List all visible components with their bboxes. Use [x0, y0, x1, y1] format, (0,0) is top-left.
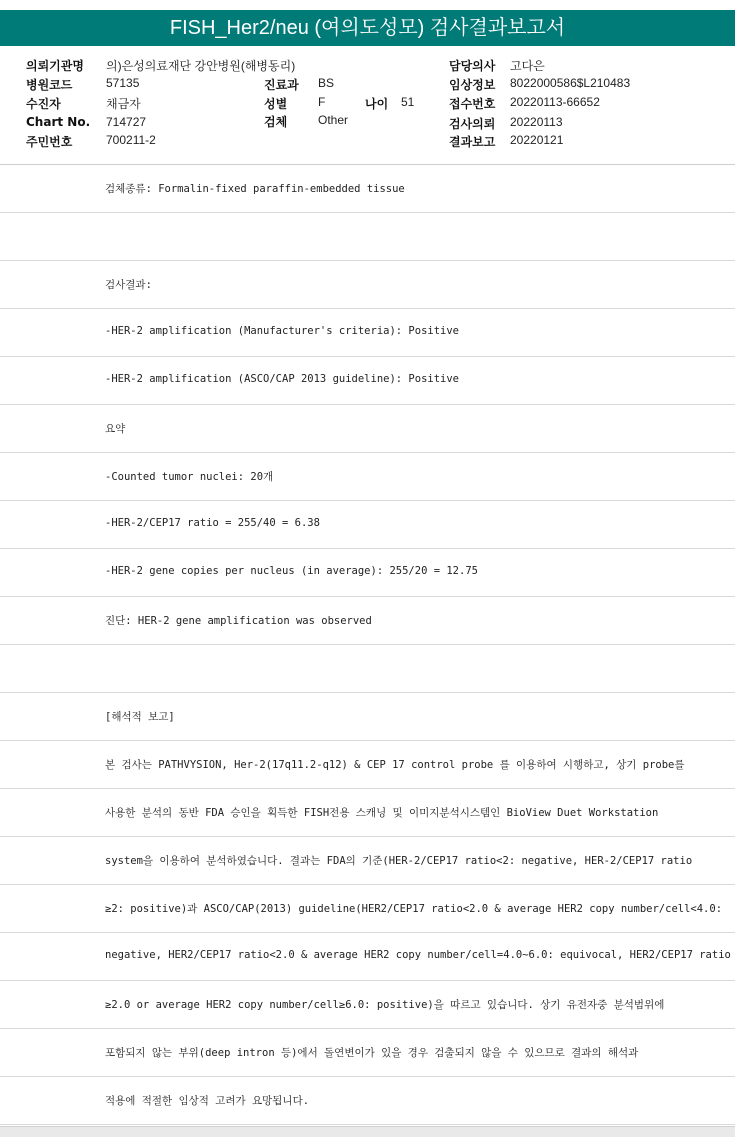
result-report-label: 결과보고 [449, 135, 496, 149]
sex-label: 성별 [264, 97, 288, 111]
receipt-label: 접수번호 [449, 97, 496, 111]
requester-value: 의)은성의료재단 강안병원(해병동리) [106, 59, 296, 73]
clinical-label: 임상정보 [449, 78, 496, 92]
result-line-text: ≥2.0 or average HER2 copy number/cell≥6.0: positive)을 따르고 있습니다. 상기 유전자중 분석범위에 [105, 999, 665, 1011]
hospital-code-value: 57135 [106, 76, 140, 90]
result-line-text: -HER-2/CEP17 ratio = 255/40 = 6.38 [105, 517, 320, 529]
sex-value: F [318, 95, 326, 109]
result-line [0, 213, 735, 261]
result-line-text: 검체종류: Formalin-fixed paraffin-embedded tissue [105, 183, 405, 195]
test-request-value: 20220113 [510, 115, 563, 129]
result-line-text: ≥2: positive)과 ASCO/CAP(2013) guideline(HER2/CEP17 ratio<2.0 & average HER2 copy number/cell<4.0: [105, 903, 723, 915]
result-line [0, 693, 735, 741]
specimen-value: Other [318, 113, 349, 127]
result-line [0, 549, 735, 597]
result-line-text: negative, HER2/CEP17 ratio<2.0 & average HER2 copy number/cell=4.0~6.0: equivocal, HER2/CEP17 ratio [105, 949, 731, 961]
result-line [0, 885, 735, 933]
dept-label: 진료과 [264, 78, 299, 92]
chart-label: Chart No. [26, 115, 91, 129]
result-report-value: 20220121 [510, 133, 564, 147]
clinical-value: 8022000586$L210483 [510, 76, 631, 90]
result-body [0, 165, 735, 1125]
result-line [0, 645, 735, 693]
doctor-value: 고다은 [510, 59, 545, 73]
result-line-text: 검사결과: [105, 279, 152, 291]
result-line [0, 789, 735, 837]
result-line-text: 본 검사는 PATHVYSION, Her-2(17q11.2-q12) & CEP 17 control probe 를 이용하여 시행하고, 상기 probe를 [105, 759, 685, 771]
result-line [0, 1077, 735, 1125]
result-line [0, 933, 735, 981]
requester-label: 의뢰기관명 [26, 59, 84, 73]
report-title: FISH_Her2/neu (여의도성모) 검사결과보고서 [0, 10, 735, 46]
result-line [0, 309, 735, 357]
result-line [0, 357, 735, 405]
result-line [0, 165, 735, 213]
result-line-text: [해석적 보고] [105, 711, 175, 723]
result-line-text: 적용에 적절한 임상적 고려가 요망됩니다. [105, 1095, 310, 1107]
result-line [0, 597, 735, 645]
bottom-scroll-region [0, 1126, 735, 1137]
patient-value: 채금자 [106, 97, 141, 111]
result-line [0, 981, 735, 1029]
patient-info-block [0, 52, 735, 162]
chart-value: 714727 [106, 115, 147, 129]
age-label: 나이 [365, 97, 389, 111]
patient-label: 수진자 [26, 97, 61, 111]
id-value: 700211-2 [106, 133, 156, 147]
doctor-label: 담당의사 [449, 59, 496, 73]
receipt-value: 20220113-66652 [510, 95, 600, 109]
id-label: 주민번호 [26, 135, 73, 149]
result-line-text: 포함되지 않는 부위(deep intron 등)에서 돌연변이가 있을 경우 검출되지 않을 수 있으므로 결과의 해석과 [105, 1047, 639, 1059]
result-line-text: 요약 [105, 423, 126, 435]
result-line-text: -Counted tumor nuclei: 20개 [105, 471, 274, 483]
result-line [0, 741, 735, 789]
age-value: 51 [401, 95, 415, 109]
result-line-text: -HER-2 gene copies per nucleus (in average): 255/20 = 12.75 [105, 565, 478, 577]
result-line-text: 진단: HER-2 gene amplification was observed [105, 615, 372, 627]
result-line [0, 261, 735, 309]
result-line [0, 501, 735, 549]
result-line [0, 453, 735, 501]
result-line-text: system을 이용하여 분석하였습니다. 결과는 FDA의 기준(HER-2/CEP17 ratio<2: negative, HER-2/CEP17 ratio [105, 855, 693, 867]
result-line [0, 405, 735, 453]
result-line-text: 사용한 분석의 동반 FDA 승인을 획득한 FISH전용 스캐닝 및 이미지분석시스템인 BioView Duet Workstation [105, 807, 659, 819]
specimen-label: 검체 [264, 115, 288, 129]
result-line [0, 837, 735, 885]
result-line-text: -HER-2 amplification (Manufacturer's criteria): Positive [105, 325, 460, 337]
result-line [0, 1029, 735, 1077]
test-request-label: 검사의뢰 [449, 117, 496, 131]
result-line-text: -HER-2 amplification (ASCO/CAP 2013 guideline): Positive [105, 373, 460, 385]
hospital-code-label: 병원코드 [26, 78, 73, 92]
dept-value: BS [318, 76, 335, 90]
